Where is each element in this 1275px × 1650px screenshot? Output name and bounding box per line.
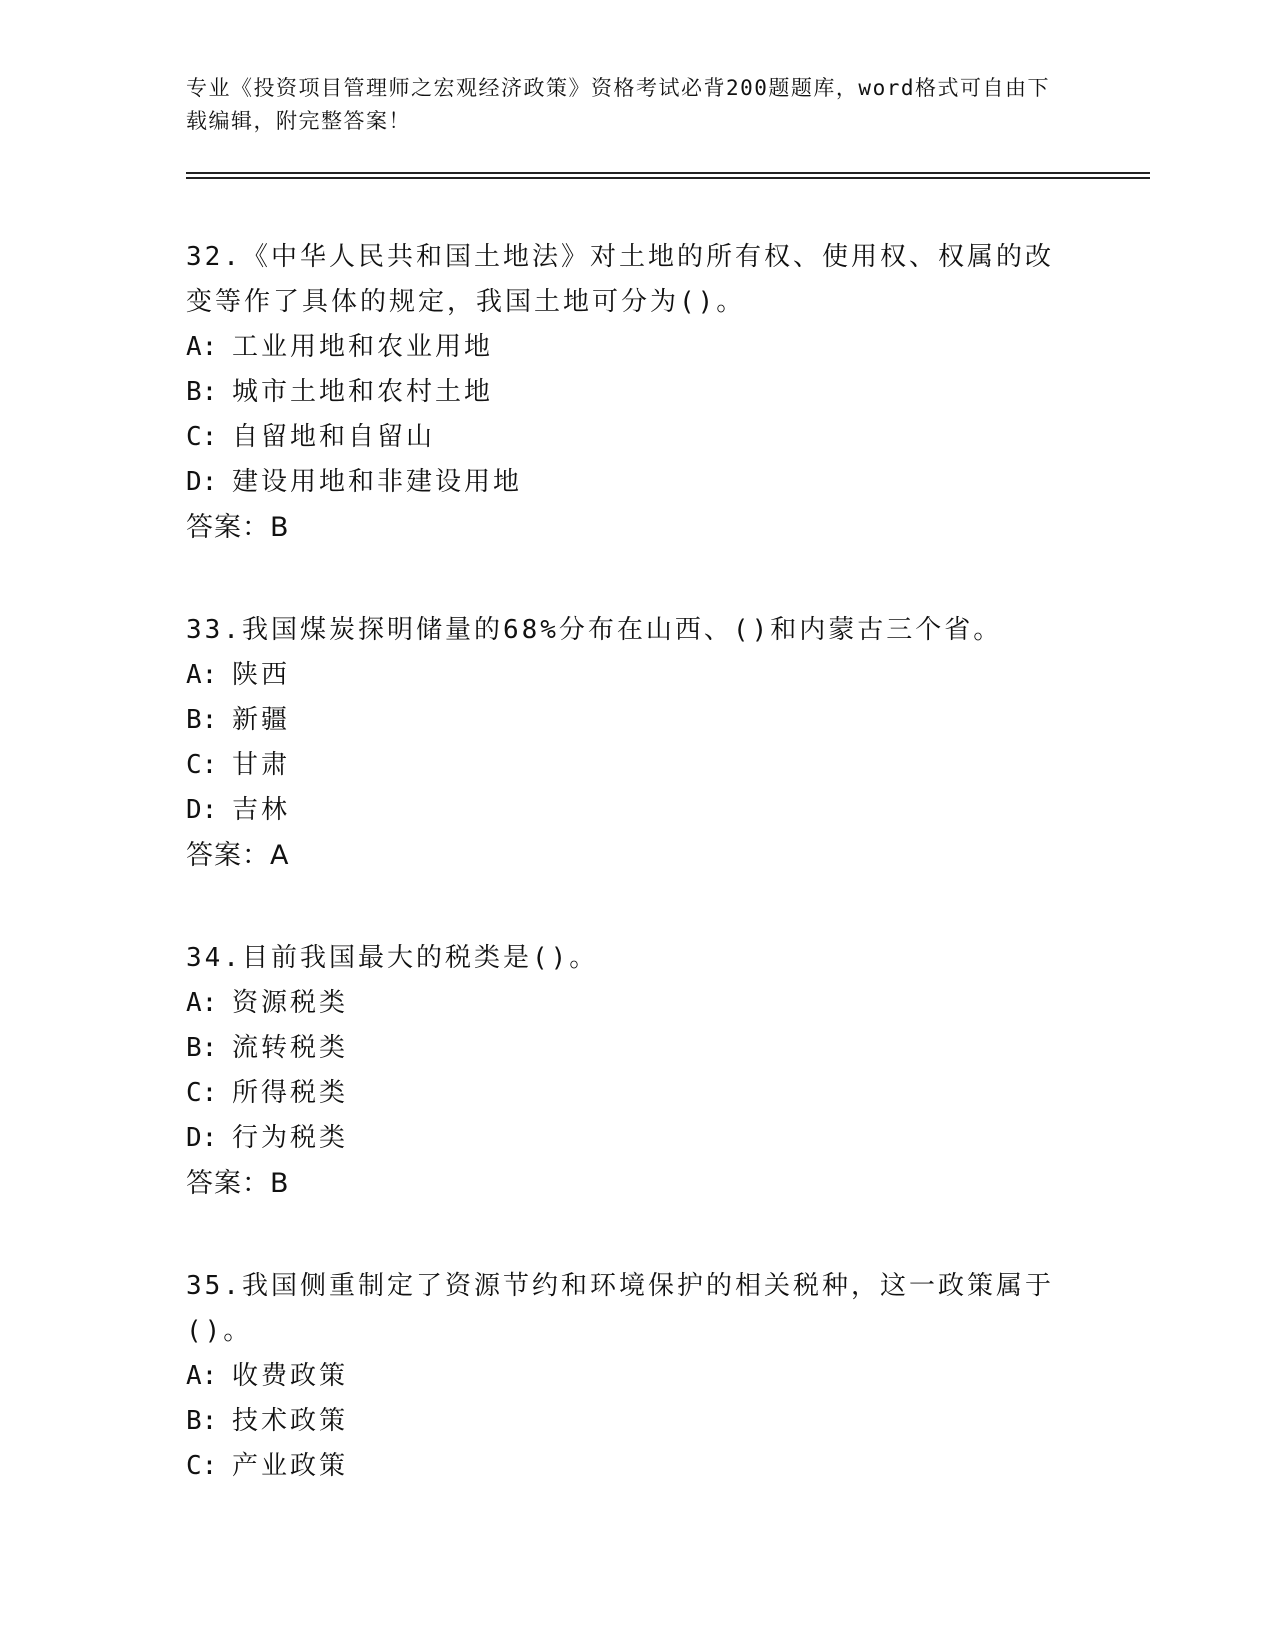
question-33 — [186, 608, 1146, 878]
option-c — [186, 1071, 1146, 1116]
option-a — [186, 1354, 1146, 1399]
option-letter: D: — [186, 1123, 218, 1153]
option-text: 资源税类 — [232, 988, 349, 1018]
option-b — [186, 370, 1146, 415]
option-d — [186, 1116, 1146, 1161]
option-letter: A: — [186, 660, 218, 690]
option-text: 工业用地和农业用地 — [232, 332, 494, 362]
option-c — [186, 1444, 1146, 1489]
option-letter: C: — [186, 1451, 218, 1481]
option-c — [186, 415, 1146, 460]
option-text: 自留地和自留山 — [232, 422, 436, 452]
option-text: 行为税类 — [232, 1123, 349, 1153]
question-stem: 35.我国侧重制定了资源节约和环境保护的相关税种，这一政策属于()。 — [186, 1271, 1054, 1346]
option-letter: A: — [186, 988, 218, 1018]
option-text: 产业政策 — [232, 1451, 349, 1481]
option-text: 流转税类 — [232, 1033, 349, 1063]
option-b — [186, 1399, 1146, 1444]
option-letter: B: — [186, 705, 218, 735]
option-text: 建设用地和非建设用地 — [232, 467, 523, 497]
option-d — [186, 788, 1146, 833]
answer-label: 答案：B — [186, 1168, 290, 1199]
option-c — [186, 743, 1146, 788]
question-stem: 34.目前我国最大的税类是()。 — [186, 943, 599, 973]
option-d — [186, 460, 1146, 505]
option-text: 城市土地和农村土地 — [232, 377, 494, 407]
option-b — [186, 698, 1146, 743]
option-text: 陕西 — [232, 660, 291, 690]
option-b — [186, 1026, 1146, 1071]
document-page — [186, 72, 1146, 1547]
question-34 — [186, 936, 1146, 1206]
question-stem: 33.我国煤炭探明储量的68%分布在山西、()和内蒙古三个省。 — [186, 615, 1003, 645]
option-letter: D: — [186, 795, 218, 825]
document-header: 专业《投资项目管理师之宏观经济政策》资格考试必背200题题库，word格式可自由下载编辑，附完整答案！ — [186, 76, 1050, 133]
option-text: 所得税类 — [232, 1078, 349, 1108]
option-letter: D: — [186, 467, 218, 497]
question-35 — [186, 1264, 1146, 1489]
option-letter: C: — [186, 422, 218, 452]
option-a — [186, 981, 1146, 1026]
divider-line-top — [186, 172, 1150, 174]
option-letter: B: — [186, 1406, 218, 1436]
option-letter: A: — [186, 332, 218, 362]
answer-label: 答案：A — [186, 840, 290, 871]
option-text: 新疆 — [232, 705, 291, 735]
option-a — [186, 653, 1146, 698]
option-letter: C: — [186, 1078, 218, 1108]
option-letter: B: — [186, 1033, 218, 1063]
divider-line-bottom — [186, 177, 1150, 179]
question-list — [186, 235, 1146, 1489]
option-a — [186, 325, 1146, 370]
option-letter: C: — [186, 750, 218, 780]
option-letter: B: — [186, 377, 218, 407]
option-text: 技术政策 — [232, 1406, 349, 1436]
question-32 — [186, 235, 1146, 550]
header-divider — [186, 172, 1150, 179]
answer-label: 答案：B — [186, 512, 290, 543]
option-letter: A: — [186, 1361, 218, 1391]
option-text: 吉林 — [232, 795, 291, 825]
option-text: 甘肃 — [232, 750, 291, 780]
option-text: 收费政策 — [232, 1361, 349, 1391]
question-stem: 32.《中华人民共和国土地法》对土地的所有权、使用权、权属的改变等作了具体的规定，我国土地可分为()。 — [186, 242, 1054, 317]
